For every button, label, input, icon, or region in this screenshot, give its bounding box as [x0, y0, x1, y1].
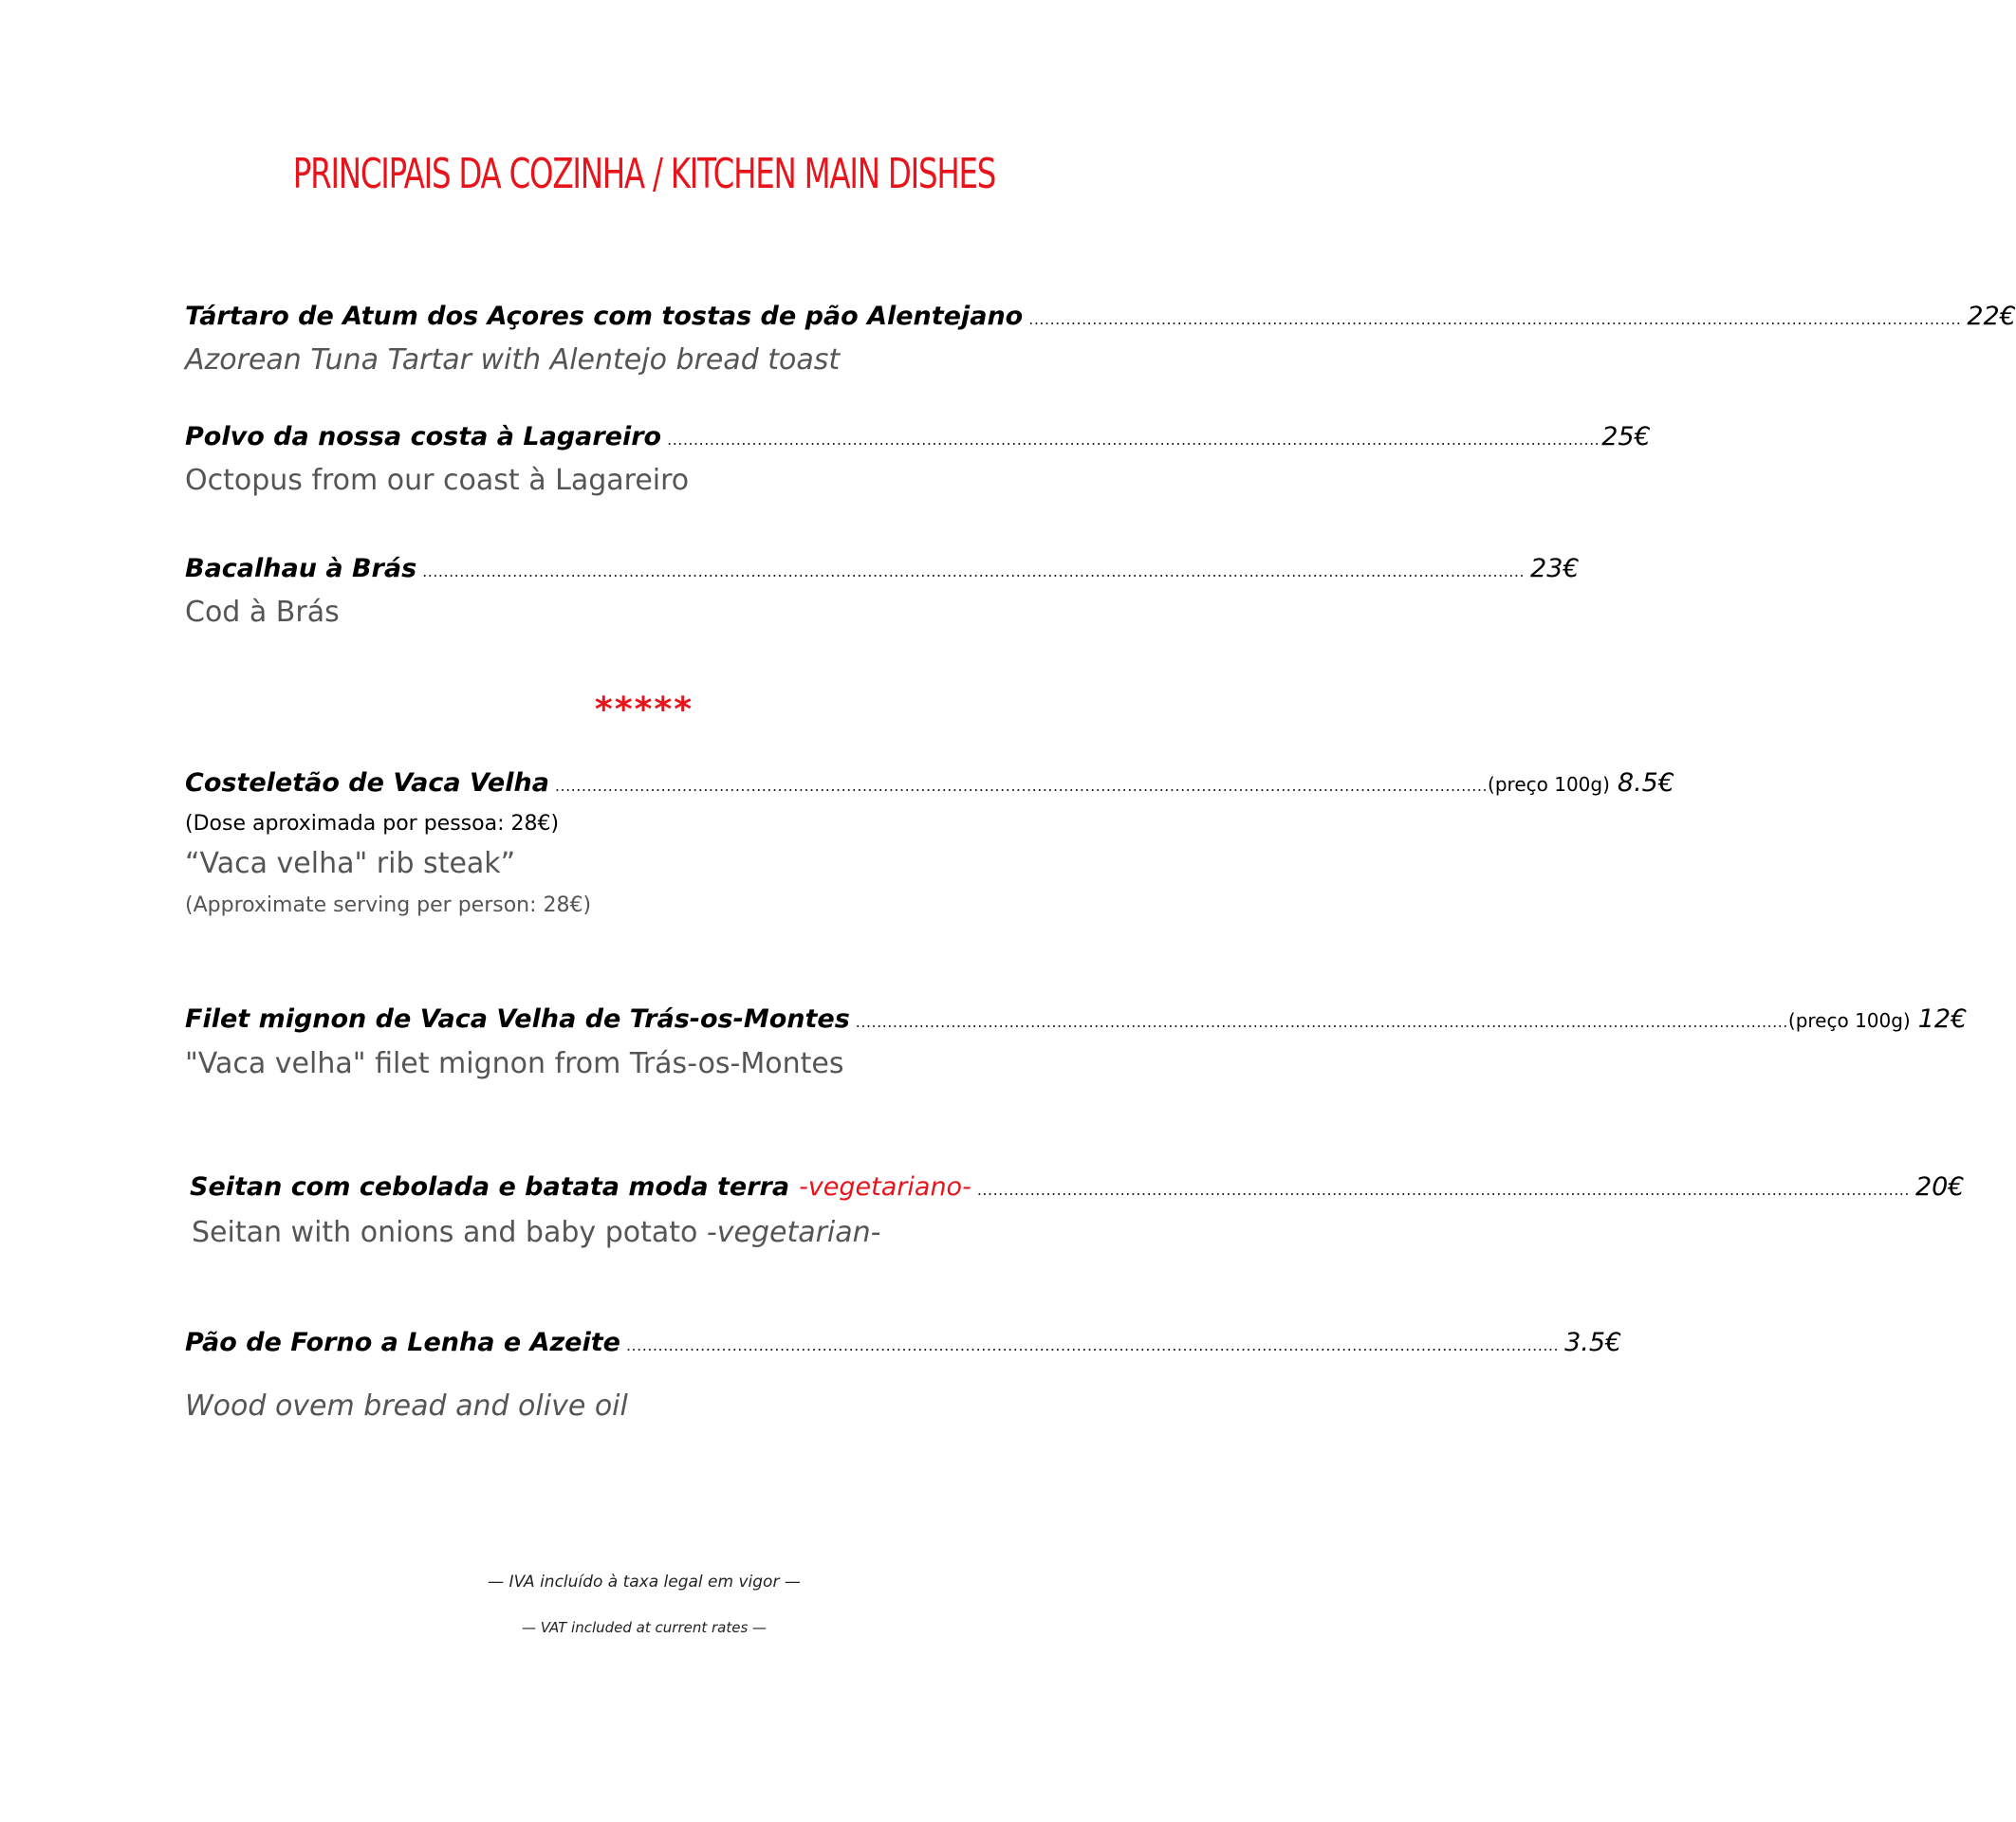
- leader-dots: ................................................................................................................................................................................: [625, 1336, 1560, 1354]
- dish-translation: Cod à Brás: [185, 596, 340, 629]
- menu-item-costeletao: [185, 768, 1675, 798]
- dish-name: Tártaro de Atum dos Açores com tostas de pão Alentejano: [185, 302, 1024, 331]
- leader-dots: ................................................................................................................................................................................: [667, 431, 1600, 449]
- dish-price: 25€: [1601, 422, 1651, 451]
- dish-name: Pão de Forno a Lenha e Azeite: [185, 1328, 620, 1357]
- dish-translation: Octopus from our coast à Lagareiro: [185, 464, 690, 497]
- menu-item-polvo: [185, 422, 1651, 451]
- dish-translation: Azorean Tuna Tartar with Alentejo bread toast: [185, 343, 841, 377]
- vegetarian-tag: -vegetariano-: [799, 1172, 971, 1202]
- leader-dots: ................................................................................................................................................................................: [855, 1013, 1788, 1031]
- dish-translation: [192, 1216, 880, 1249]
- page-title: PRINCIPAIS DA COZINHA / KITCHEN MAIN DISHES: [292, 150, 996, 198]
- translation-text: Seitan with onions and baby potato: [192, 1216, 698, 1249]
- serving-note-en: (Approximate serving per person: 28€): [185, 893, 592, 917]
- section-separator: *****: [594, 690, 694, 729]
- dish-name: Polvo da nossa costa à Lagareiro: [185, 422, 662, 451]
- dish-name: Seitan com cebolada e batata moda terra: [190, 1172, 790, 1202]
- leader-dots: ................................................................................................................................................................................................................: [422, 562, 1526, 580]
- dish-price: 23€: [1530, 554, 1580, 583]
- dish-price: 12€: [1917, 1004, 1968, 1034]
- leader-dots: ................................................................................................................................................................................: [1028, 310, 1962, 328]
- menu-item-bacalhau: [185, 554, 1580, 583]
- dish-name: Bacalhau à Brás: [185, 554, 417, 583]
- dish-price: 22€: [1967, 302, 2016, 331]
- dish-translation: Wood ovem bread and olive oil: [185, 1390, 628, 1423]
- dish-price: 8.5€: [1617, 768, 1675, 798]
- vegetarian-tag-en: -vegetarian-: [706, 1216, 881, 1249]
- dish-name: Filet mignon de Vaca Velha de Trás-os-Montes: [185, 1004, 850, 1034]
- footer-vat-en: — VAT included at current rates —: [521, 1619, 768, 1636]
- leader-dots: ................................................................................................................................................................................: [976, 1181, 1910, 1199]
- leader-dots: ................................................................................................................................................................................: [554, 777, 1489, 795]
- menu-item-tartaro: [185, 302, 2016, 331]
- menu-item-pao: [185, 1328, 1622, 1357]
- menu-item-filet-mignon: [185, 1004, 1968, 1034]
- menu-item-seitan: [190, 1172, 1965, 1202]
- dish-price: 3.5€: [1564, 1328, 1622, 1357]
- dish-name: Costeletão de Vaca Velha: [185, 768, 549, 798]
- dish-translation: "Vaca velha" filet mignon from Trás-os-Montes: [185, 1047, 844, 1080]
- price-unit: (preço 100g): [1488, 773, 1610, 796]
- dish-price: 20€: [1914, 1172, 1965, 1202]
- serving-note-pt: (Dose aproximada por pessoa: 28€): [185, 812, 560, 836]
- dish-translation: “Vaca velha" rib steak”: [185, 847, 516, 880]
- footer-vat-pt: — IVA incluído à taxa legal em vigor —: [488, 1573, 801, 1592]
- price-unit: (preço 100g): [1787, 1009, 1911, 1032]
